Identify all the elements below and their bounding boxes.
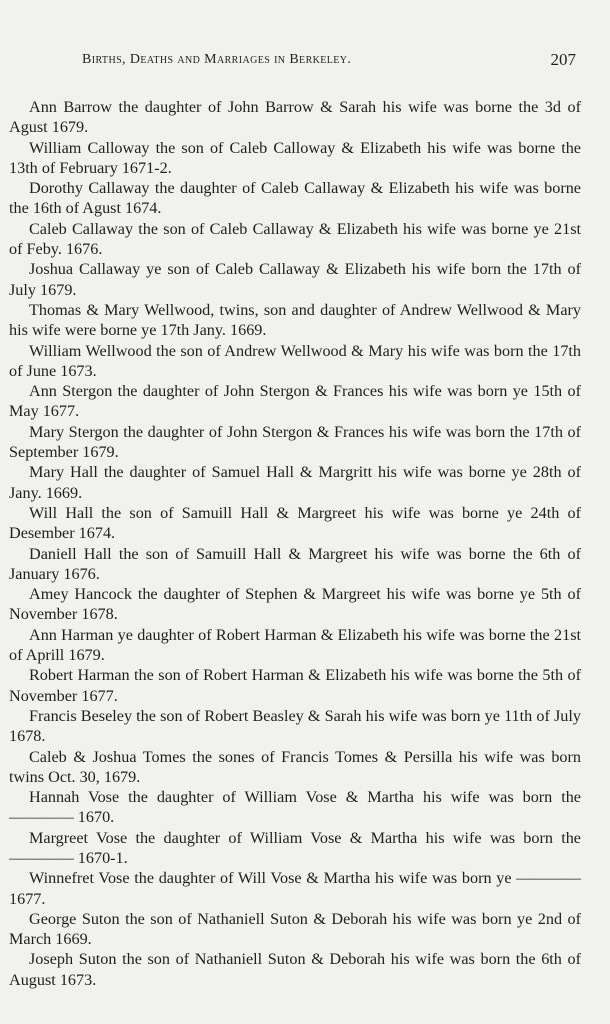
- record-entry: Joshua Callaway ye son of Caleb Callaway & Elizabeth his wife born the 17th of July 1679.: [9, 260, 581, 299]
- record-entry: Amey Hancock the daughter of Stephen & Margreet his wife was borne ye 5th of November 1678.: [9, 585, 581, 624]
- record-entry: Mary Stergon the daughter of John Stergon & Frances his wife was born the 17th of September 1679.: [9, 422, 581, 462]
- record-entry: George Suton the son of Nathaniell Suton & Deborah his wife was born ye 2nd of March 1669.: [9, 909, 581, 949]
- record-entry: Caleb Callaway the son of Caleb Callaway & Elizabeth his wife was borne ye 21st of Feby. 1676.: [9, 219, 581, 259]
- record-entry: Dorothy Callaway the daughter of Caleb Callaway & Elizabeth his wife was borne the 16th of Agust 1674.: [9, 179, 581, 218]
- record-entry: Thomas & Mary Wellwood, twins, son and daughter of Andrew Wellwood & Mary his wife were borne ye 17th Jany. 1669.: [9, 300, 581, 340]
- record-entry: Daniell Hall the son of Samuill Hall & Margreet his wife was borne the 6th of January 1676.: [9, 544, 581, 583]
- record-entry: Hannah Vose the daughter of William Vose & Martha his wife was born the ———— 1670.: [9, 788, 581, 827]
- record-entry: Francis Beseley the son of Robert Beasley & Sarah his wife was born ye 11th of July 1678.: [9, 706, 581, 746]
- record-entry: Caleb & Joshua Tomes the sones of Francis Tomes & Persilla his wife was born twins Oct. 30, 1679.: [9, 747, 581, 786]
- running-title: Births, Deaths and Marriages in Berkeley.: [82, 52, 352, 67]
- record-entry: Ann Stergon the daughter of John Stergon & Frances his wife was born ye 15th of May 1677.: [9, 382, 581, 421]
- page-number: 207: [550, 50, 576, 69]
- record-entry: Robert Harman the son of Robert Harman & Elizabeth his wife was borne the 5th of November 1677.: [9, 666, 581, 705]
- page-header: [0, 52, 610, 74]
- record-list: [9, 97, 581, 990]
- record-entry: Winnefret Vose the daughter of Will Vose & Martha his wife was born ye ———— 1677.: [9, 869, 581, 908]
- record-entry: William Wellwood the son of Andrew Wellwood & Mary his wife was born the 17th of June 1673.: [9, 341, 581, 380]
- record-entry: Ann Barrow the daughter of John Barrow & Sarah his wife was borne the 3d of Agust 1679.: [9, 98, 581, 137]
- record-entry: Mary Hall the daughter of Samuel Hall & Margritt his wife was borne ye 28th of Jany. 1669.: [9, 463, 581, 502]
- record-entry: William Calloway the son of Caleb Calloway & Elizabeth his wife was borne the 13th of February 1671-2.: [9, 138, 581, 177]
- record-entry: Will Hall the son of Samuill Hall & Margreet his wife was borne ye 24th of Desember 1674.: [9, 503, 581, 543]
- record-entry: Ann Harman ye daughter of Robert Harman & Elizabeth his wife was borne the 21st of Aprill 1679.: [9, 625, 581, 665]
- record-entry: Joseph Suton the son of Nathaniell Suton & Deborah his wife was born the 6th of August 1673.: [9, 950, 581, 989]
- record-entry: Margreet Vose the daughter of William Vose & Martha his wife was born the ———— 1670-1.: [9, 828, 581, 867]
